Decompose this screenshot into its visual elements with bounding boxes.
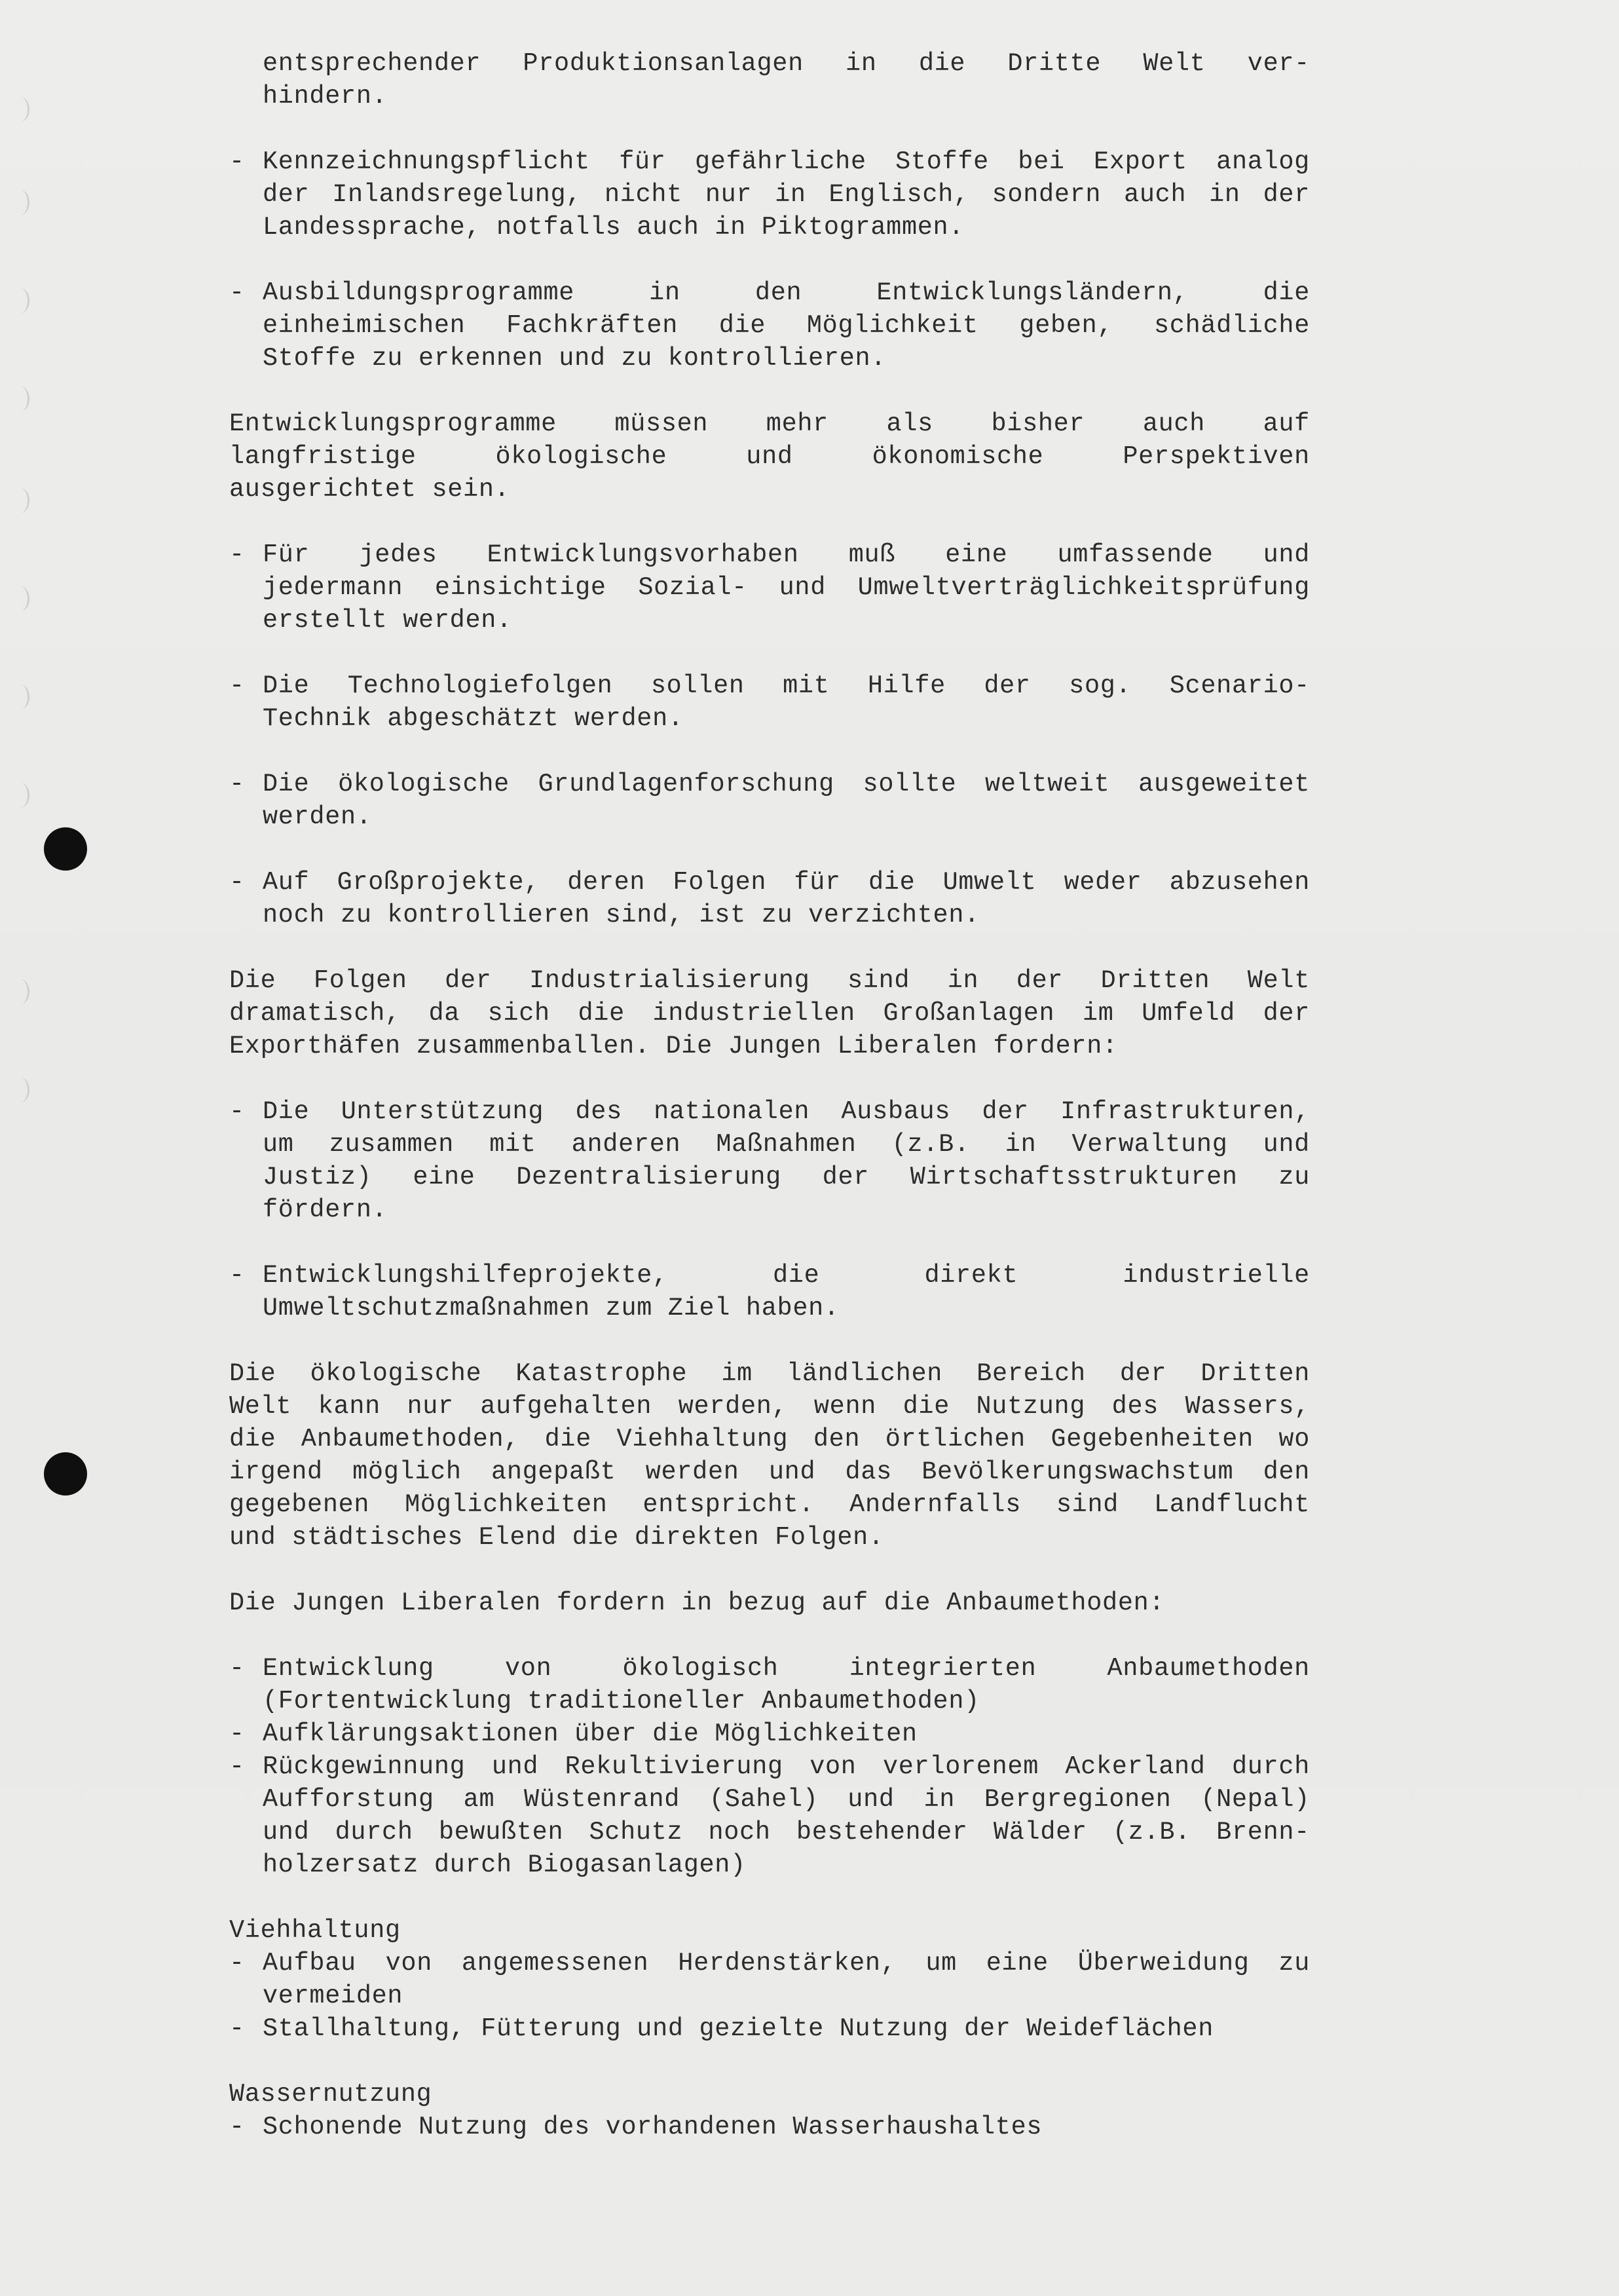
text-line: langfristige ökologische und ökonomische Perspektiven — [229, 442, 1310, 471]
list-dash: - — [229, 540, 245, 569]
list-dash: - — [229, 671, 245, 700]
text-line: Technik abgeschätzt werden. — [263, 704, 684, 733]
text-line: entsprechender Produktionsanlagen in die Dritte Welt ver- — [263, 49, 1310, 78]
text-line: ausgerichtet sein. — [229, 475, 510, 504]
text-line: Viehhaltung — [229, 1916, 401, 1945]
punch-shadow — [12, 288, 29, 313]
section-heading — [229, 2078, 1310, 2111]
punch-shadow — [12, 1078, 29, 1102]
text-line: Die ökologische Katastrophe im ländlichen Bereich der Dritten — [229, 1359, 1310, 1388]
paragraph — [229, 1587, 1310, 1619]
document-body — [229, 47, 1310, 2143]
text-line: Die ökologische Grundlagenforschung sollte weltweit ausgeweitet — [263, 770, 1310, 799]
punch-shadow — [12, 685, 29, 709]
paragraph — [229, 964, 1310, 1063]
list-dash: - — [229, 147, 245, 176]
text-line: einheimischen Fachkräften die Möglichkeit geben, schädliche — [263, 311, 1310, 340]
text-line: die Anbaumethoden, die Viehhaltung den örtlichen Gegebenheiten wo — [229, 1425, 1310, 1454]
text-line: jedermann einsichtige Sozial- und Umweltverträglichkeitsprüfung — [263, 573, 1310, 602]
text-line: Wassernutzung — [229, 2080, 432, 2109]
punch-shadow — [12, 783, 29, 808]
text-line: werden. — [263, 802, 372, 831]
text-line: Rückgewinnung und Rekultivierung von verlorenem Ackerland durch — [263, 1752, 1310, 1781]
text-line: Aufbau von angemessenen Herdenstärken, um eine Überweidung zu — [263, 1949, 1310, 1978]
list-item — [229, 538, 1310, 637]
list-dash: - — [229, 868, 245, 897]
list-item — [229, 669, 1310, 735]
list-item — [229, 145, 1310, 244]
text-line: Stallhaltung, Fütterung und gezielte Nutzung der Weideflächen — [263, 2014, 1214, 2043]
section-heading — [229, 1914, 1310, 1947]
paragraph — [229, 47, 1310, 113]
text-line: Für jedes Entwicklungsvorhaben muß eine umfassende und — [263, 540, 1310, 569]
list-dash: - — [229, 1261, 245, 1290]
punch-shadow — [12, 488, 29, 513]
text-line: Ausbildungsprogramme in den Entwicklungsländern, die — [263, 278, 1310, 307]
text-line: erstellt werden. — [263, 606, 512, 635]
list-item — [229, 2012, 1310, 2045]
punch-hole — [44, 827, 87, 871]
text-line: Justiz) eine Dezentralisierung der Wirtschaftsstrukturen zu — [263, 1163, 1310, 1192]
list-item — [229, 768, 1310, 833]
text-line: Die Unterstützung des nationalen Ausbaus der Infrastrukturen, — [263, 1097, 1310, 1126]
text-line: dramatisch, da sich die industriellen Großanlagen im Umfeld der — [229, 999, 1310, 1028]
paragraph — [229, 1357, 1310, 1554]
list-dash: - — [229, 2113, 245, 2141]
list-dash: - — [229, 2014, 245, 2043]
text-line: Aufklärungsaktionen über die Möglichkeiten — [263, 1720, 918, 1748]
text-line: holzersatz durch Biogasanlagen) — [263, 1851, 746, 1879]
punch-shadow — [12, 190, 29, 215]
text-line: Schonende Nutzung des vorhandenen Wasserhaushaltes — [263, 2113, 1043, 2141]
list-item — [229, 1095, 1310, 1226]
list-dash: - — [229, 770, 245, 799]
text-line: irgend möglich angepaßt werden und das Bevölkerungswachstum den — [229, 1458, 1310, 1486]
punch-shadow — [12, 586, 29, 611]
text-line: (Fortentwicklung traditioneller Anbaumethoden) — [263, 1687, 980, 1716]
list-item — [229, 1718, 1310, 1750]
text-line: Kennzeichnungspflicht für gefährliche Stoffe bei Export analog — [263, 147, 1310, 176]
text-line: um zusammen mit anderen Maßnahmen (z.B. in Verwaltung und — [263, 1130, 1310, 1159]
punch-shadow — [12, 979, 29, 1004]
text-line: der Inlandsregelung, nicht nur in Englisch, sondern auch in der — [263, 180, 1310, 209]
text-line: Die Technologiefolgen sollen mit Hilfe der sog. Scenario- — [263, 671, 1310, 700]
text-line: gegebenen Möglichkeiten entspricht. Andernfalls sind Landflucht — [229, 1490, 1310, 1519]
text-line: Die Jungen Liberalen fordern in bezug auf die Anbaumethoden: — [229, 1589, 1165, 1617]
list-item — [229, 1750, 1310, 1881]
list-dash: - — [229, 1949, 245, 1978]
list-item — [229, 276, 1310, 375]
text-line: Stoffe zu erkennen und zu kontrollieren. — [263, 344, 887, 373]
list-dash: - — [229, 1720, 245, 1748]
text-line: Entwicklungshilfeprojekte, die direkt industrielle — [263, 1261, 1310, 1290]
list-dash: - — [229, 278, 245, 307]
punch-shadow — [12, 386, 29, 411]
text-line: Welt kann nur aufgehalten werden, wenn die Nutzung des Wassers, — [229, 1392, 1310, 1421]
text-line: noch zu kontrollieren sind, ist zu verzichten. — [263, 901, 980, 930]
list-item — [229, 2111, 1310, 2143]
punch-shadow — [12, 97, 29, 122]
text-line: und städtisches Elend die direkten Folgen. — [229, 1523, 884, 1552]
text-line: Exporthäfen zusammenballen. Die Jungen Liberalen fordern: — [229, 1032, 1118, 1061]
text-line: Auf Großprojekte, deren Folgen für die Umwelt weder abzusehen — [263, 868, 1310, 897]
text-line: fördern. — [263, 1195, 388, 1224]
text-line: hindern. — [263, 82, 388, 111]
text-line: vermeiden — [263, 1982, 403, 2010]
text-line: Landessprache, notfalls auch in Piktogrammen. — [263, 213, 965, 242]
list-dash: - — [229, 1097, 245, 1126]
list-item — [229, 866, 1310, 932]
punch-hole — [44, 1452, 87, 1496]
text-line: Aufforstung am Wüstenrand (Sahel) und in Bergregionen (Nepal) — [263, 1785, 1310, 1814]
text-line: Umweltschutzmaßnahmen zum Ziel haben. — [263, 1294, 840, 1323]
list-item — [229, 1259, 1310, 1325]
list-dash: - — [229, 1654, 245, 1683]
text-line: Die Folgen der Industrialisierung sind in der Dritten Welt — [229, 966, 1310, 995]
text-line: Entwicklung von ökologisch integrierten Anbaumethoden — [263, 1654, 1310, 1683]
list-item — [229, 1947, 1310, 2012]
list-dash: - — [229, 1752, 245, 1781]
text-line: und durch bewußten Schutz noch bestehender Wälder (z.B. Brenn- — [263, 1818, 1310, 1847]
paragraph — [229, 407, 1310, 506]
list-item — [229, 1652, 1310, 1718]
text-line: Entwicklungsprogramme müssen mehr als bisher auch auf — [229, 409, 1310, 438]
